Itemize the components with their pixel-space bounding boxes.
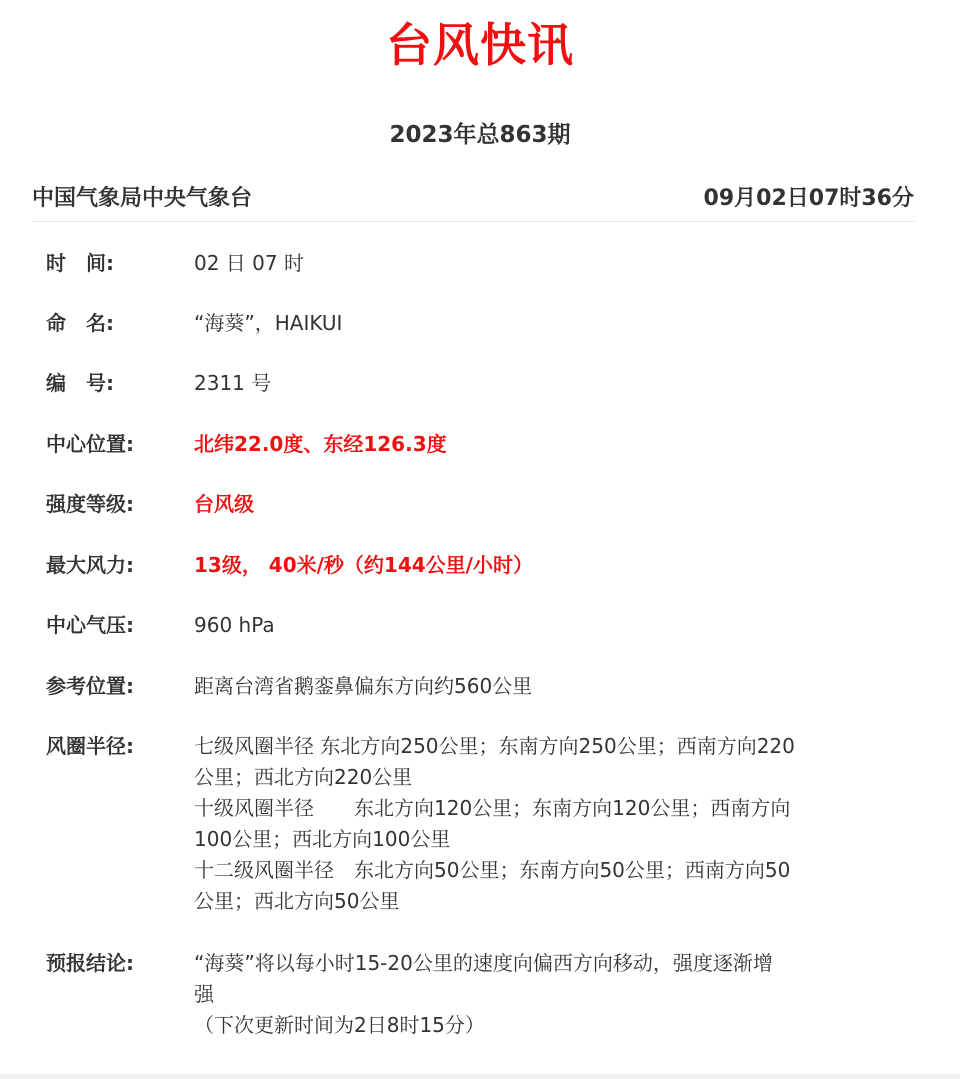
field-value: [194, 948, 894, 1041]
forecast-line: （下次更新时间为2日8时15分）: [194, 1013, 485, 1037]
field-label: 中心气压:: [46, 613, 134, 637]
field-label: 预报结论:: [46, 951, 134, 975]
forecast-line: “海葵”将以每小时15-20公里的速度向偏西方向移动，强度逐渐增: [194, 951, 773, 975]
field-value: 距离台湾省鹅銮鼻偏东方向约560公里: [194, 674, 533, 698]
field-label: 最大风力:: [46, 553, 134, 577]
header-row: [32, 181, 914, 222]
field-label: 中心位置:: [46, 432, 134, 456]
field-label: 编 号:: [46, 371, 114, 395]
wind-radius-line: 公里；西北方向220公里: [194, 765, 413, 789]
wind-radius-line: 七级风圈半径 东北方向250公里；东南方向250公里；西南方向220: [194, 734, 795, 758]
field-label: 时 间:: [46, 251, 114, 275]
forecast-line: 强: [194, 982, 214, 1006]
field-label: 风圈半径:: [46, 734, 134, 758]
wind-radius-line: 十级风圈半径 东北方向120公里；东南方向120公里；西南方向: [194, 796, 791, 820]
field-value: “海葵”，HAIKUI: [194, 311, 343, 335]
field-value: [194, 731, 894, 917]
field-value: 北纬22.0度、东经126.3度: [194, 432, 447, 456]
page-title: 台风快讯: [386, 18, 574, 72]
field-value: 960 hPa: [194, 613, 275, 637]
agency-name: 中国气象局中央气象台: [32, 186, 253, 211]
bottom-divider: [0, 1074, 960, 1079]
field-value: 2311 号: [194, 371, 272, 395]
field-label: 强度等级:: [46, 492, 134, 516]
field-value: 台风级: [194, 492, 254, 516]
field-label: 参考位置:: [46, 674, 134, 698]
field-label: 命 名:: [46, 311, 114, 335]
wind-radius-line: 100公里；西北方向100公里: [194, 827, 451, 851]
issue-number: 2023年总863期: [389, 122, 571, 148]
issue-time: 09月02日07时36分: [703, 186, 914, 211]
field-value: 13级， 40米/秒（约144公里/小时）: [194, 553, 533, 577]
field-value: 02 日 07 时: [194, 251, 304, 275]
wind-radius-line: 十二级风圈半径 东北方向50公里；东南方向50公里；西南方向50: [194, 858, 791, 882]
wind-radius-line: 公里；西北方向50公里: [194, 889, 400, 913]
